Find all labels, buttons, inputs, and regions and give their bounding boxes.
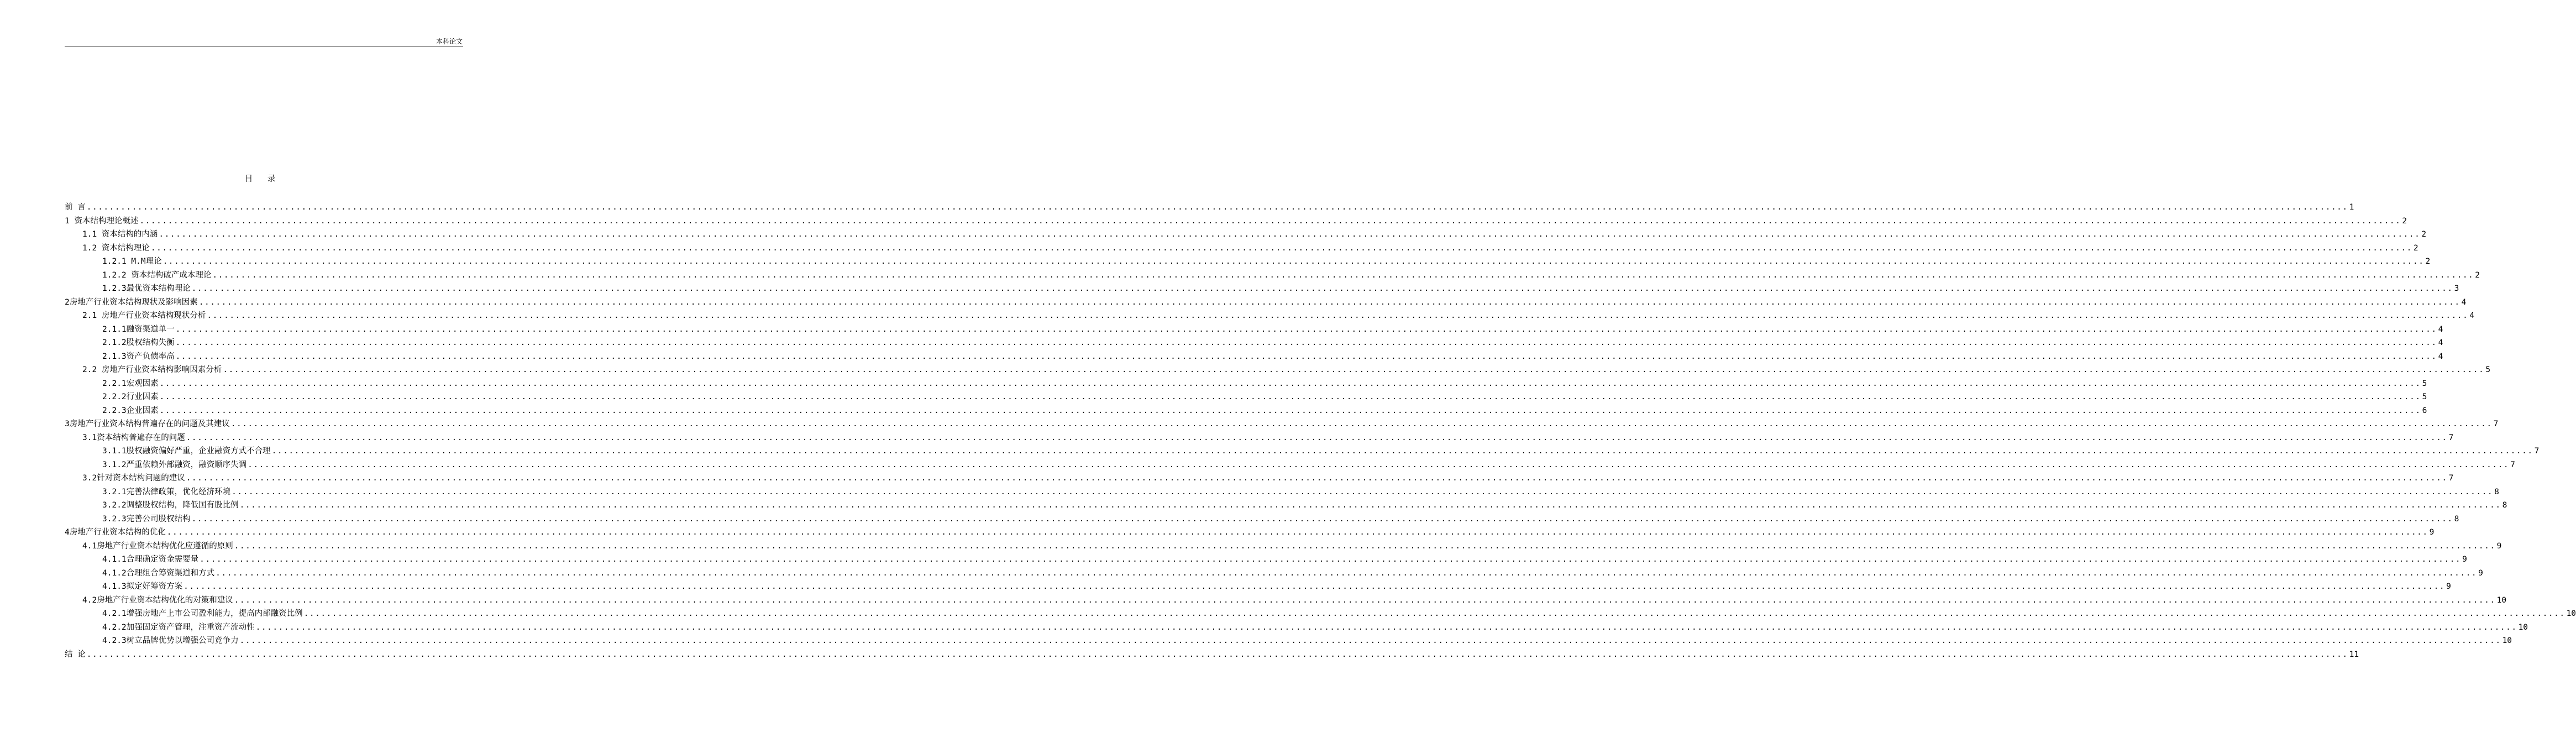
toc-entry-label: 2.1 房地产行业资本结构现状分析 [82, 311, 206, 320]
toc-entry-page: 10 [2496, 595, 2507, 605]
toc-entry-page: 8 [2454, 514, 2459, 524]
toc-entry-page: 11 [2349, 650, 2359, 659]
toc-entry[interactable] [65, 444, 2540, 458]
toc-entry-page: 9 [2462, 555, 2467, 564]
toc-entry-page: 10 [2566, 609, 2576, 618]
toc-entry-label: 2.1.2股权结构失衡 [102, 338, 175, 347]
toc-entry-page: 2 [2475, 270, 2480, 280]
toc-leader-dots: ................................................................................................................................................................................................................................................................................................................................................................................................................ [186, 433, 2448, 442]
toc-entry-page: 9 [2429, 528, 2435, 537]
toc-entry[interactable] [65, 621, 2528, 635]
toc-entry-page: 4 [2438, 352, 2443, 361]
toc-leader-dots: ................................................................................................................................................................................................................................................................................................................................................................................................................ [207, 311, 2469, 320]
toc-entry[interactable] [65, 540, 2502, 553]
toc-entry-page: 5 [2422, 379, 2427, 388]
toc-entry-page: 4 [2438, 338, 2443, 347]
toc-entry-label: 3房地产行业资本结构普遍存在的问题及其建议 [65, 420, 230, 428]
toc-entry-page: 6 [2422, 406, 2427, 415]
toc-entry[interactable] [65, 390, 2427, 404]
toc-entry-label: 4.1房地产行业资本结构优化应遵循的原则 [82, 541, 233, 551]
toc-entry[interactable] [65, 201, 2354, 214]
toc-entry-page: 9 [2496, 541, 2502, 551]
toc-entry[interactable] [65, 594, 2507, 608]
toc-leader-dots: ................................................................................................................................................................................................................................................................................................................................................................................................................ [175, 325, 2437, 334]
toc-leader-dots: ................................................................................................................................................................................................................................................................................................................................................................................................................ [86, 650, 2348, 659]
toc-entry[interactable] [65, 309, 2475, 323]
toc-entry-label: 4.2.3树立品牌优势以增强公司竞争力 [102, 636, 239, 645]
toc-leader-dots: ................................................................................................................................................................................................................................................................................................................................................................................................................ [271, 447, 2533, 456]
toc-entry[interactable] [65, 567, 2483, 580]
toc-entry-label: 1 资本结构理论概述 [65, 216, 139, 226]
toc-entry[interactable] [65, 499, 2507, 512]
toc-entry[interactable] [65, 458, 2515, 472]
toc-entry-label: 1.2.3最优资本结构理论 [102, 284, 191, 293]
toc-entry-label: 4.1.3拟定好筹资方案 [102, 582, 183, 591]
table-of-contents [65, 201, 2576, 661]
toc-entry-label: 4.2.1增强房地产上市公司盈利能力，提高内部融资比例 [102, 609, 303, 618]
toc-entry-label: 4.2.2加强固定资产管理，注重资产流动性 [102, 622, 255, 632]
toc-entry[interactable] [65, 580, 2451, 594]
toc-entry-label: 2.2.1宏观因素 [102, 379, 159, 388]
toc-entry[interactable] [65, 485, 2499, 499]
toc-entry[interactable] [65, 363, 2491, 377]
toc-leader-dots: ................................................................................................................................................................................................................................................................................................................................................................................................................ [239, 636, 2501, 645]
toc-entry-label: 1.2.2 资本结构破产成本理论 [102, 270, 212, 280]
toc-leader-dots: ................................................................................................................................................................................................................................................................................................................................................................................................................ [200, 555, 2462, 564]
toc-entry-label: 4.1.1合理确定资金需要量 [102, 555, 199, 564]
toc-entry[interactable] [65, 512, 2459, 526]
toc-leader-dots: ................................................................................................................................................................................................................................................................................................................................................................................................................ [230, 420, 2493, 428]
toc-entry-page: 9 [2478, 568, 2483, 578]
toc-entry-page: 1 [2349, 203, 2354, 212]
toc-entry-page: 7 [2493, 420, 2499, 428]
toc-entry-label: 3.2.3完善公司股权结构 [102, 514, 191, 524]
toc-leader-dots: ................................................................................................................................................................................................................................................................................................................................................................................................................ [162, 257, 2425, 266]
toc-entry[interactable] [65, 431, 2454, 445]
toc-leader-dots: ................................................................................................................................................................................................................................................................................................................................................................................................................ [212, 270, 2474, 280]
toc-leader-dots: ................................................................................................................................................................................................................................................................................................................................................................................................................ [191, 284, 2453, 293]
toc-entry-page: 9 [2446, 582, 2451, 591]
toc-leader-dots: ................................................................................................................................................................................................................................................................................................................................................................................................................ [232, 487, 2494, 496]
toc-entry-label: 1.2 资本结构理论 [82, 243, 150, 253]
toc-entry[interactable] [65, 404, 2427, 418]
toc-leader-dots: ................................................................................................................................................................................................................................................................................................................................................................................................................ [198, 297, 2460, 307]
toc-entry-page: 5 [2422, 393, 2427, 401]
toc-entry-label: 4.2房地产行业资本结构优化的对策和建议 [82, 595, 233, 605]
toc-entry[interactable] [65, 214, 2407, 228]
toc-entry-page: 7 [2448, 433, 2454, 442]
toc-entry-label: 4房地产行业资本结构的优化 [65, 528, 166, 537]
toc-entry-label: 结 论 [65, 650, 86, 659]
toc-leader-dots: ................................................................................................................................................................................................................................................................................................................................................................................................................ [166, 528, 2428, 537]
toc-leader-dots: ................................................................................................................................................................................................................................................................................................................................................................................................................ [303, 609, 2565, 618]
toc-leader-dots: ................................................................................................................................................................................................................................................................................................................................................................................................................ [86, 203, 2348, 212]
toc-leader-dots: ................................................................................................................................................................................................................................................................................................................................................................................................................ [175, 352, 2437, 361]
toc-entry[interactable] [65, 377, 2427, 391]
toc-entry-label: 2.1.1融资渠道单一 [102, 325, 175, 334]
toc-entry-page: 8 [2494, 487, 2499, 496]
toc-entry-label: 2房地产行业资本结构现状及影响因素 [65, 297, 198, 307]
toc-leader-dots: ................................................................................................................................................................................................................................................................................................................................................................................................................ [239, 501, 2501, 510]
toc-entry[interactable] [65, 350, 2443, 364]
toc-leader-dots: ................................................................................................................................................................................................................................................................................................................................................................................................................ [183, 582, 2446, 591]
toc-entry[interactable] [65, 553, 2467, 567]
toc-entry[interactable] [65, 472, 2454, 485]
toc-entry-label: 1.1 资本结构的内涵 [82, 230, 158, 239]
toc-entry-page: 2 [2421, 230, 2427, 239]
toc-entry-page: 2 [2413, 243, 2418, 253]
toc-entry-label: 3.1.1股权融资偏好严重，企业融资方式不合理 [102, 447, 271, 456]
toc-leader-dots: ................................................................................................................................................................................................................................................................................................................................................................................................................ [255, 622, 2517, 632]
toc-entry-page: 4 [2461, 297, 2467, 307]
toc-leader-dots: ................................................................................................................................................................................................................................................................................................................................................................................................................ [223, 365, 2485, 374]
toc-entry-page: 4 [2438, 325, 2443, 334]
toc-leader-dots: ................................................................................................................................................................................................................................................................................................................................................................................................................ [159, 406, 2421, 415]
toc-leader-dots: ................................................................................................................................................................................................................................................................................................................................................................................................................ [159, 230, 2421, 239]
toc-entry-label: 2.2.3企业因素 [102, 406, 159, 415]
toc-entry[interactable] [65, 296, 2467, 310]
toc-leader-dots: ................................................................................................................................................................................................................................................................................................................................................................................................................ [191, 514, 2453, 524]
toc-entry[interactable] [65, 282, 2459, 296]
toc-entry-page: 10 [2502, 636, 2512, 645]
toc-entry-label: 2.2 房地产行业资本结构影响因素分析 [82, 365, 222, 374]
toc-entry-page: 4 [2469, 311, 2475, 320]
running-header: 本科论文 [436, 38, 463, 45]
toc-entry-page: 3 [2454, 284, 2459, 293]
toc-entry-label: 1.2.1 M.M理论 [102, 257, 162, 266]
toc-entry-label: 4.1.2合理组合筹资渠道和方式 [102, 568, 215, 578]
toc-entry[interactable] [65, 255, 2431, 269]
toc-entry-label: 2.2.2行业因素 [102, 393, 159, 401]
toc-leader-dots: ................................................................................................................................................................................................................................................................................................................................................................................................................ [150, 243, 2412, 253]
toc-entry[interactable] [65, 242, 2418, 255]
toc-entry[interactable] [65, 526, 2435, 540]
toc-leader-dots: ................................................................................................................................................................................................................................................................................................................................................................................................................ [248, 460, 2510, 469]
toc-entry[interactable] [65, 417, 2499, 431]
toc-leader-dots: ................................................................................................................................................................................................................................................................................................................................................................................................................ [139, 216, 2401, 226]
toc-leader-dots: ................................................................................................................................................................................................................................................................................................................................................................................................................ [159, 379, 2421, 388]
toc-entry-label: 3.1.2严重依赖外部融资，融资顺序失调 [102, 460, 247, 469]
toc-entry[interactable] [65, 323, 2443, 337]
toc-entry[interactable] [65, 607, 2576, 621]
toc-entry-label: 3.2.2调整股权结构，降低国有股比例 [102, 501, 239, 510]
toc-entry-label: 3.2针对资本结构问题的建议 [82, 474, 185, 483]
toc-leader-dots: ................................................................................................................................................................................................................................................................................................................................................................................................................ [234, 595, 2496, 605]
toc-entry[interactable] [65, 634, 2512, 648]
toc-entry-label: 3.1资本结构普遍存在的问题 [82, 433, 185, 442]
toc-leader-dots: ................................................................................................................................................................................................................................................................................................................................................................................................................ [159, 393, 2421, 401]
toc-entry[interactable] [65, 228, 2427, 242]
toc-title: 目 录 [244, 175, 281, 184]
toc-entry[interactable] [65, 648, 2359, 662]
toc-leader-dots: ................................................................................................................................................................................................................................................................................................................................................................................................................ [186, 474, 2448, 483]
toc-entry-label: 前 言 [65, 203, 86, 212]
toc-entry-page: 7 [2510, 460, 2515, 469]
toc-leader-dots: ................................................................................................................................................................................................................................................................................................................................................................................................................ [234, 541, 2496, 551]
toc-entry-page: 7 [2534, 447, 2540, 456]
toc-entry[interactable] [65, 269, 2480, 282]
toc-entry-label: 3.2.1完善法律政策，优化经济环境 [102, 487, 231, 496]
toc-entry-page: 7 [2448, 474, 2454, 483]
toc-leader-dots: ................................................................................................................................................................................................................................................................................................................................................................................................................ [175, 338, 2437, 347]
toc-entry-page: 2 [2425, 257, 2431, 266]
toc-leader-dots: ................................................................................................................................................................................................................................................................................................................................................................................................................ [216, 568, 2478, 578]
toc-entry-page: 10 [2518, 622, 2528, 632]
toc-entry-page: 8 [2502, 501, 2507, 510]
toc-entry-page: 5 [2485, 365, 2491, 374]
toc-entry[interactable] [65, 336, 2443, 350]
toc-entry-page: 2 [2402, 216, 2407, 226]
toc-entry-label: 2.1.3资产负债率高 [102, 352, 175, 361]
